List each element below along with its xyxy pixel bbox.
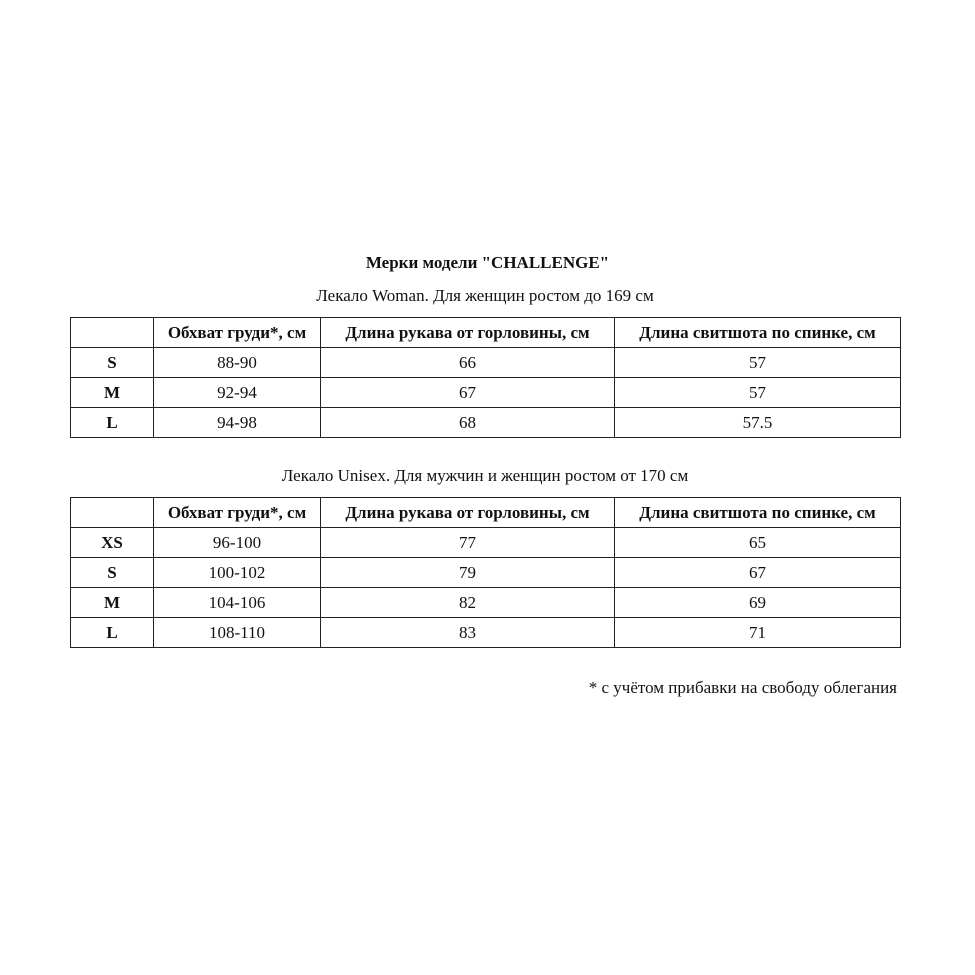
sleeve-cell: 68 — [321, 408, 615, 438]
sleeve-cell: 66 — [321, 348, 615, 378]
unisex-pattern-subtitle: Лекало Unisex. Для мужчин и женщин ростом от 170 см — [281, 466, 689, 485]
chest-cell: 92-94 — [154, 378, 321, 408]
sleeve-cell: 82 — [321, 588, 615, 618]
length-cell: 57.5 — [615, 408, 901, 438]
chest-cell: 94-98 — [154, 408, 321, 438]
page-title: Мерки модели "CHALLENGE" — [365, 253, 610, 272]
table-row — [71, 588, 901, 618]
table-header-row — [71, 498, 901, 528]
chest-cell: 104-106 — [154, 588, 321, 618]
length-cell: 57 — [615, 348, 901, 378]
header-length: Длина свитшота по спинке, см — [615, 498, 901, 528]
table-row — [71, 348, 901, 378]
chest-cell: 96-100 — [154, 528, 321, 558]
chest-cell: 108-110 — [154, 618, 321, 648]
length-cell: 65 — [615, 528, 901, 558]
table-header-row — [71, 318, 901, 348]
length-cell: 57 — [615, 378, 901, 408]
footnote: * с учётом прибавки на свободу облегания — [588, 678, 897, 697]
length-cell: 67 — [615, 558, 901, 588]
header-sleeve: Длина рукава от горловины, см — [321, 318, 615, 348]
header-chest: Обхват груди*, см — [154, 498, 321, 528]
size-cell: L — [71, 618, 154, 648]
size-cell: XS — [71, 528, 154, 558]
length-cell: 71 — [615, 618, 901, 648]
woman-size-table — [70, 317, 901, 438]
header-size — [71, 498, 154, 528]
table-row — [71, 408, 901, 438]
header-size — [71, 318, 154, 348]
sleeve-cell: 77 — [321, 528, 615, 558]
table-row — [71, 528, 901, 558]
size-cell: M — [71, 588, 154, 618]
size-cell: S — [71, 558, 154, 588]
woman-pattern-subtitle: Лекало Woman. Для женщин ростом до 169 см — [316, 286, 654, 305]
length-cell: 69 — [615, 588, 901, 618]
size-cell: M — [71, 378, 154, 408]
chest-cell: 88-90 — [154, 348, 321, 378]
header-chest: Обхват груди*, см — [154, 318, 321, 348]
size-cell: S — [71, 348, 154, 378]
header-length: Длина свитшота по спинке, см — [615, 318, 901, 348]
sleeve-cell: 83 — [321, 618, 615, 648]
table-row — [71, 558, 901, 588]
header-sleeve: Длина рукава от горловины, см — [321, 498, 615, 528]
table-row — [71, 378, 901, 408]
size-cell: L — [71, 408, 154, 438]
unisex-size-table — [70, 497, 901, 648]
sleeve-cell: 79 — [321, 558, 615, 588]
chest-cell: 100-102 — [154, 558, 321, 588]
sleeve-cell: 67 — [321, 378, 615, 408]
table-row — [71, 618, 901, 648]
